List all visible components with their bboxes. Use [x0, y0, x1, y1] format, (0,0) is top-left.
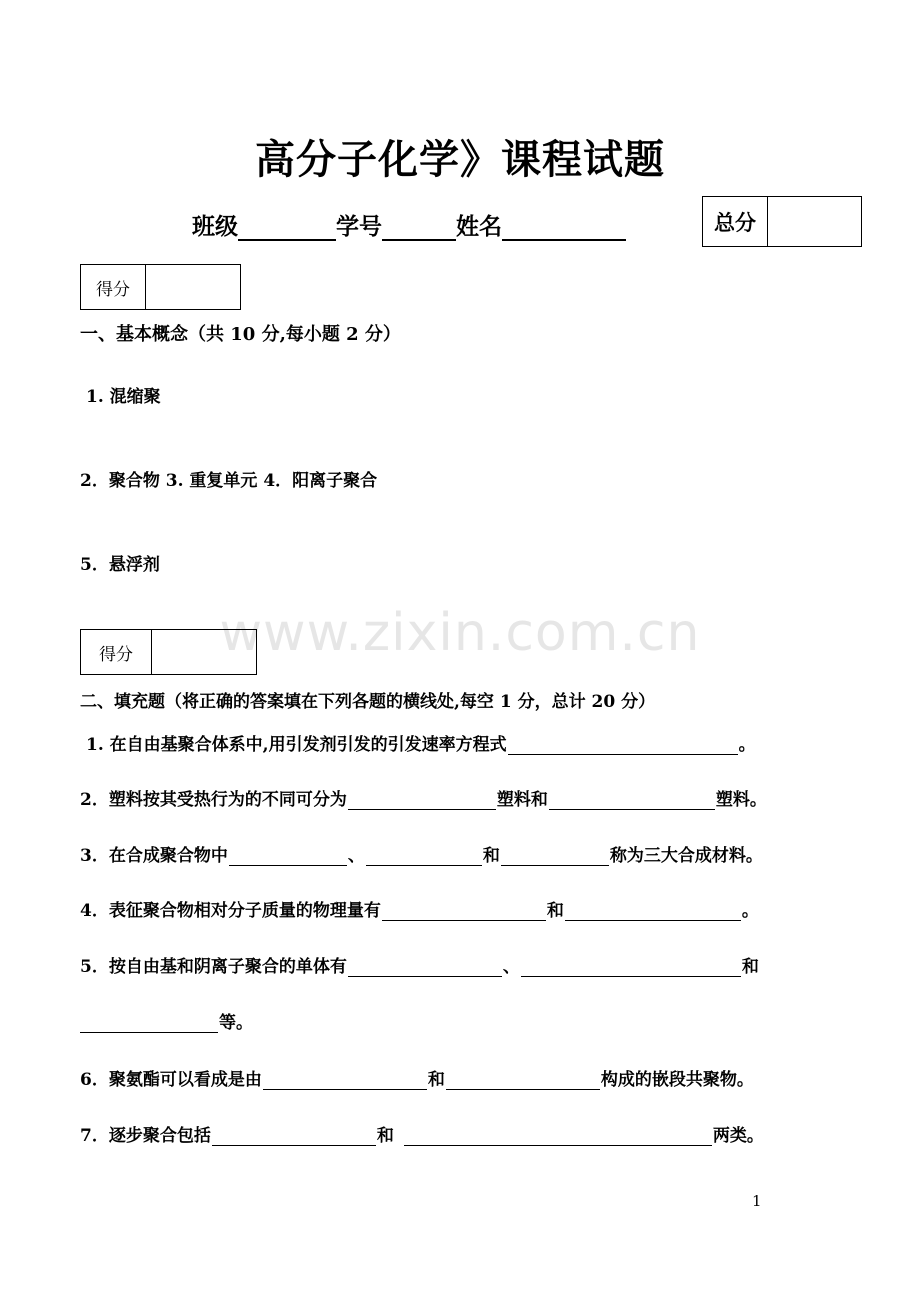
q6-end: 构成的嵌段共聚物。 [600, 1070, 754, 1090]
q4-blank-2[interactable] [565, 900, 741, 921]
q4-text-b: 和 [546, 901, 564, 921]
student-info-line [192, 208, 626, 241]
q6-blank-1[interactable] [263, 1069, 427, 1090]
q7-end: 两类。 [712, 1126, 764, 1146]
section2-score-field[interactable] [152, 630, 256, 674]
section1-score-box [80, 264, 241, 310]
section1-heading: 一、基本概念（共 10 分,每小题 2 分） [80, 324, 401, 345]
q6-text-b: 和 [427, 1070, 445, 1090]
watermark: www.zixin.com.cn [219, 603, 701, 663]
name-blank[interactable] [502, 213, 626, 241]
class-blank[interactable] [238, 213, 336, 241]
concept-item-2: 2．聚合物 3. 重复单元 4．阳离子聚合 [80, 471, 378, 491]
q2-text: 2．塑料按其受热行为的不同可分为 [80, 790, 347, 810]
q3-end: 称为三大合成材料。 [609, 846, 763, 866]
name-label: 姓名 [456, 213, 502, 240]
fill-question-5 [80, 952, 759, 977]
q3-text-c: 和 [482, 846, 500, 866]
total-score-box [702, 196, 862, 247]
section2-heading: 二、填充题（将正确的答案填在下列各题的横线处,每空 1 分，总计 20 分） [80, 692, 656, 712]
q3-blank-1[interactable] [229, 845, 347, 866]
q5-blank-2[interactable] [521, 956, 741, 977]
fill-question-7 [80, 1121, 764, 1146]
q5-blank-3[interactable] [80, 1012, 218, 1033]
section2-score-box [80, 629, 257, 675]
q6-text: 6．聚氨酯可以看成是由 [80, 1070, 262, 1090]
q2-blank-1[interactable] [348, 789, 496, 810]
concept-item-5: 5．悬浮剂 [80, 555, 160, 575]
class-label: 班级 [192, 213, 238, 240]
q3-text-b: 、 [347, 846, 365, 866]
q2-end: 塑料。 [715, 790, 767, 810]
q2-blank-2[interactable] [549, 789, 715, 810]
fill-question-6 [80, 1065, 754, 1090]
page-title: 高分子化学》课程试题 [255, 136, 665, 183]
fill-question-1 [86, 730, 756, 755]
section1-score-label: 得分 [81, 265, 146, 309]
q5-end: 等。 [219, 1013, 253, 1033]
q3-text: 3．在合成聚合物中 [80, 846, 228, 866]
student-id-blank[interactable] [382, 213, 456, 241]
q4-blank-1[interactable] [382, 900, 546, 921]
q7-text: 7．逐步聚合包括 [80, 1126, 211, 1146]
total-score-field[interactable] [768, 197, 861, 246]
fill-question-4 [80, 896, 759, 921]
q5-text: 5．按自由基和阴离子聚合的单体有 [80, 957, 347, 977]
fill-question-2 [80, 785, 767, 810]
q1-text: 1. 在自由基聚合体系中,用引发剂引发的引发速率方程式 [86, 735, 507, 755]
q3-blank-3[interactable] [501, 845, 609, 866]
page-number: 1 [752, 1192, 762, 1210]
q5-text-c: 和 [741, 957, 759, 977]
q6-blank-2[interactable] [446, 1069, 600, 1090]
concept-item-1: 1. 混缩聚 [86, 387, 161, 407]
section2-score-label: 得分 [81, 630, 152, 674]
q3-blank-2[interactable] [366, 845, 482, 866]
fill-question-3 [80, 841, 763, 866]
student-id-label: 学号 [336, 213, 382, 240]
q2-text-b: 塑料和 [496, 790, 548, 810]
total-score-label: 总分 [703, 197, 768, 246]
q1-blank-1[interactable] [508, 734, 738, 755]
q5-blank-1[interactable] [348, 956, 502, 977]
fill-question-5-cont [80, 1008, 253, 1033]
q5-text-b: 、 [502, 957, 520, 977]
q7-blank-2[interactable] [404, 1125, 712, 1146]
q1-end: 。 [738, 735, 756, 755]
q4-end: 。 [741, 901, 759, 921]
q7-blank-1[interactable] [212, 1125, 376, 1146]
q4-text: 4．表征聚合物相对分子质量的物理量有 [80, 901, 381, 921]
section1-score-field[interactable] [146, 265, 240, 309]
q7-text-b: 和 [376, 1126, 394, 1146]
